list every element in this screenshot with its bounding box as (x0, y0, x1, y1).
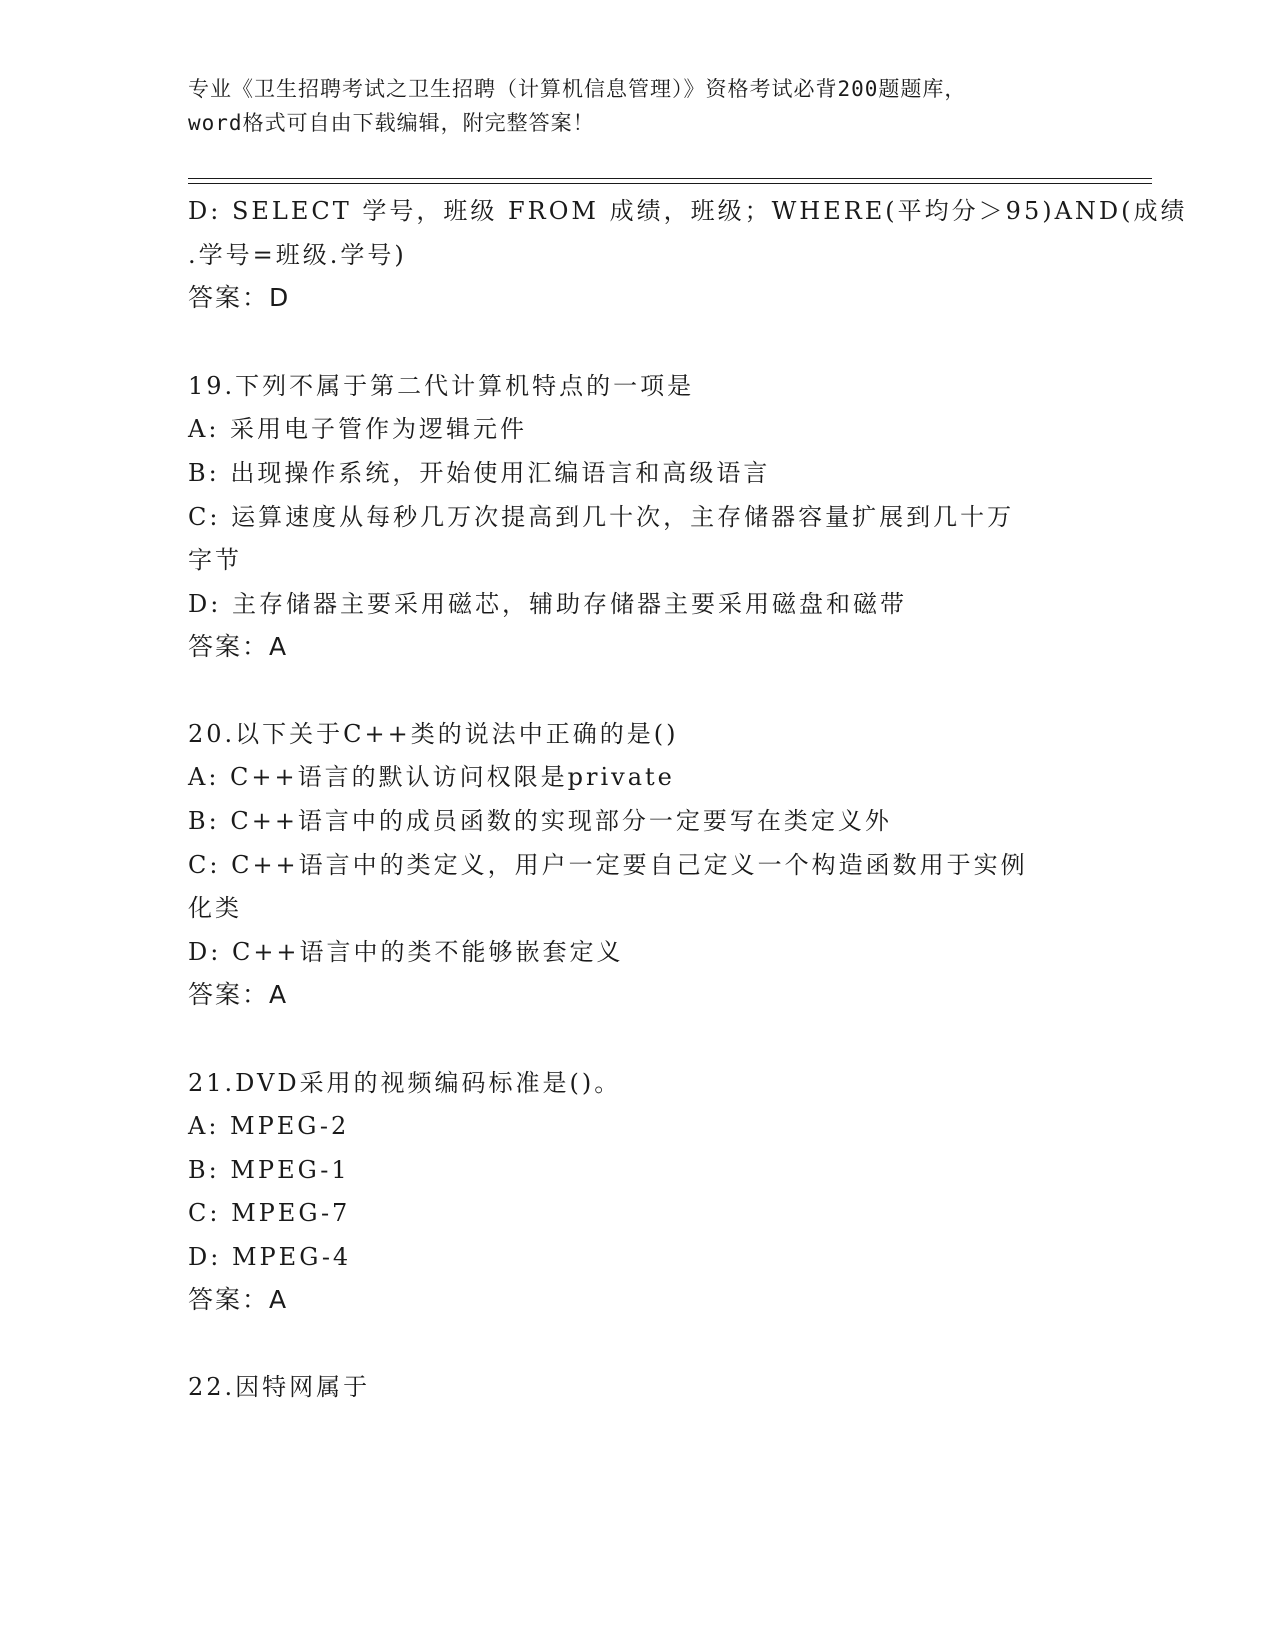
option-line-continued: 字节 (188, 546, 242, 574)
option-line: D: 主存储器主要采用磁芯，辅助存储器主要采用磁盘和磁带 (188, 590, 907, 618)
option-line: B: C++语言中的成员函数的实现部分一定要写在类定义外 (188, 807, 892, 835)
option-line: D: MPEG-4 (188, 1243, 352, 1271)
option-line: B: 出现操作系统，开始使用汇编语言和高级语言 (188, 459, 771, 487)
answer-line: 答案：A (188, 1285, 289, 1314)
answer-line: 答案：D (188, 283, 291, 312)
answer-line: 答案：A (188, 980, 289, 1009)
answer-line: 答案：A (188, 632, 289, 661)
option-line: D: C++语言中的类不能够嵌套定义 (188, 938, 624, 966)
option-line-continued: .学号=班级.学号) (188, 241, 407, 269)
option-line-continued: 化类 (188, 894, 242, 922)
option-line: A: MPEG-2 (188, 1112, 350, 1140)
question-title: 21.DVD采用的视频编码标准是()。 (188, 1069, 622, 1097)
option-line: A: C++语言的默认访问权限是private (188, 763, 675, 791)
option-line: B: MPEG-1 (188, 1156, 350, 1184)
question-title: 20.以下关于C++类的说法中正确的是() (188, 720, 679, 748)
question-title: 22.因特网属于 (188, 1373, 371, 1401)
question-title: 19.下列不属于第二代计算机特点的一项是 (188, 372, 695, 400)
document-header (188, 72, 1088, 140)
header-title-line-1: 专业《卫生招聘考试之卫生招聘（计算机信息管理）》资格考试必背200题题库， (188, 77, 967, 101)
option-line: C: 运算速度从每秒几万次提高到几十次，主存储器容量扩展到几十万 (188, 503, 1015, 531)
option-line: D: SELECT 学号，班级 FROM 成绩，班级；WHERE(平均分＞95)AND(成绩 (188, 197, 1188, 225)
option-line: C: MPEG-7 (188, 1199, 351, 1227)
header-divider-bottom (188, 183, 1152, 184)
option-line: A: 采用电子管作为逻辑元件 (188, 415, 528, 443)
option-line: C: C++语言中的类定义，用户一定要自己定义一个构造函数用于实例 (188, 851, 1028, 879)
header-title-line-2: word格式可自由下载编辑，附完整答案！ (188, 111, 595, 135)
header-divider-top (188, 178, 1152, 179)
